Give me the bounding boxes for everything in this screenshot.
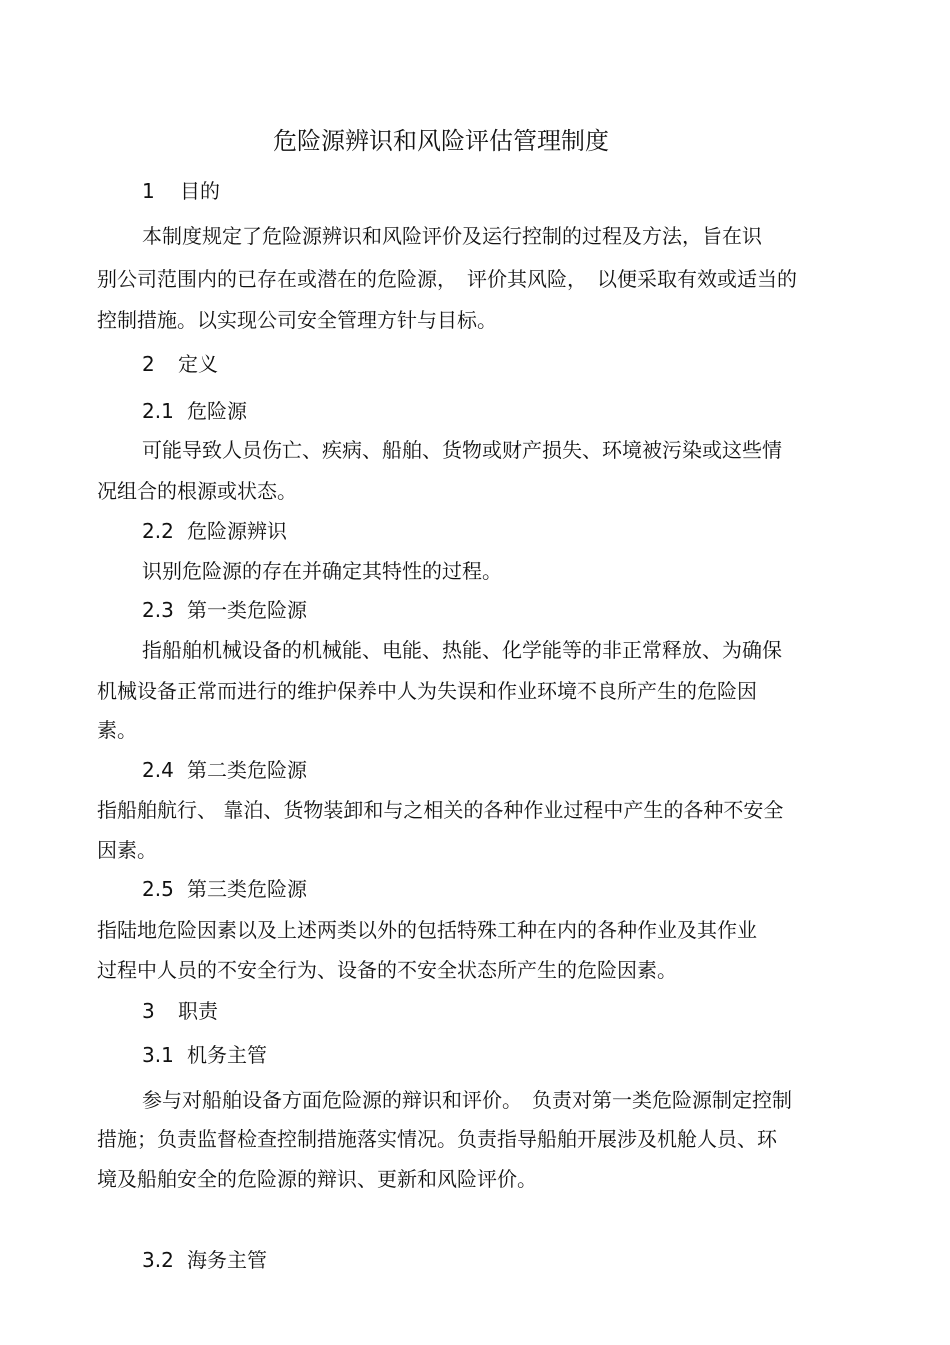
subsection-number: 2.1 [142, 399, 174, 423]
section-number: 1 [142, 179, 155, 203]
section-title: 目的 [180, 179, 220, 203]
subsection-2-3-heading [142, 597, 307, 623]
subsection-title: 海务主管 [187, 1248, 267, 1272]
subsection-2-5-heading [142, 876, 307, 902]
paragraph-line: 识别危险源的存在并确定其特性的过程。 [142, 559, 502, 583]
section-3-heading [142, 998, 218, 1024]
document-title: 危险源辨识和风险评估管理制度 [273, 127, 609, 155]
paragraph-line: 可能导致人员伤亡、疾病、船舶、货物或财产损失、环境被污染或这些情 [142, 438, 782, 462]
section-title: 职责 [178, 999, 218, 1023]
subsection-number: 2.2 [142, 519, 174, 543]
paragraph-line: 机械设备正常而进行的维护保养中人为失误和作业环境不良所产生的危险因 [97, 679, 757, 703]
subsection-number: 2.5 [142, 877, 174, 901]
paragraph-line: 况组合的根源或状态。 [97, 479, 297, 503]
paragraph-line: 因素。 [97, 838, 157, 862]
subsection-number: 3.2 [142, 1248, 174, 1272]
section-number: 2 [142, 352, 155, 376]
subsection-2-1-heading [142, 398, 247, 424]
subsection-2-2-heading [142, 518, 287, 544]
section-title: 定义 [178, 352, 218, 376]
paragraph-line: 过程中人员的不安全行为、设备的不安全状态所产生的危险因素。 [97, 958, 677, 982]
subsection-3-2-heading [142, 1247, 267, 1273]
subsection-3-1-heading [142, 1042, 267, 1068]
paragraph-line: 指船舶航行、 靠泊、货物装卸和与之相关的各种作业过程中产生的各种不安全 [97, 798, 784, 822]
subsection-title: 机务主管 [187, 1043, 267, 1067]
paragraph-line: 境及船舶安全的危险源的辩识、更新和风险评价。 [97, 1167, 537, 1191]
paragraph-line: 指船舶机械设备的机械能、电能、热能、化学能等的非正常释放、为确保 [142, 638, 782, 662]
paragraph-line: 素。 [97, 718, 137, 742]
subsection-number: 2.4 [142, 758, 174, 782]
subsection-title: 第一类危险源 [187, 598, 307, 622]
subsection-2-4-heading [142, 757, 307, 783]
subsection-title: 第三类危险源 [187, 877, 307, 901]
subsection-title: 危险源 [187, 399, 247, 423]
paragraph-line: 本制度规定了危险源辨识和风险评价及运行控制的过程及方法，旨在识 [142, 224, 762, 248]
subsection-title: 第二类危险源 [187, 758, 307, 782]
paragraph-line: 指陆地危险因素以及上述两类以外的包括特殊工种在内的各种作业及其作业 [97, 918, 757, 942]
subsection-number: 3.1 [142, 1043, 174, 1067]
section-number: 3 [142, 999, 155, 1023]
paragraph-line: 措施；负责监督检查控制措施落实情况。负责指导船舶开展涉及机舱人员、环 [97, 1127, 777, 1151]
subsection-title: 危险源辨识 [187, 519, 287, 543]
paragraph-line: 别公司范围内的已存在或潜在的危险源， 评价其风险， 以便采取有效或适当的 [97, 267, 797, 291]
subsection-number: 2.3 [142, 598, 174, 622]
section-1-heading [142, 178, 220, 204]
section-2-heading [142, 351, 218, 377]
paragraph-line: 参与对船舶设备方面危险源的辩识和评价。 负责对第一类危险源制定控制 [142, 1088, 792, 1112]
paragraph-line: 控制措施。以实现公司安全管理方针与目标。 [97, 308, 497, 332]
